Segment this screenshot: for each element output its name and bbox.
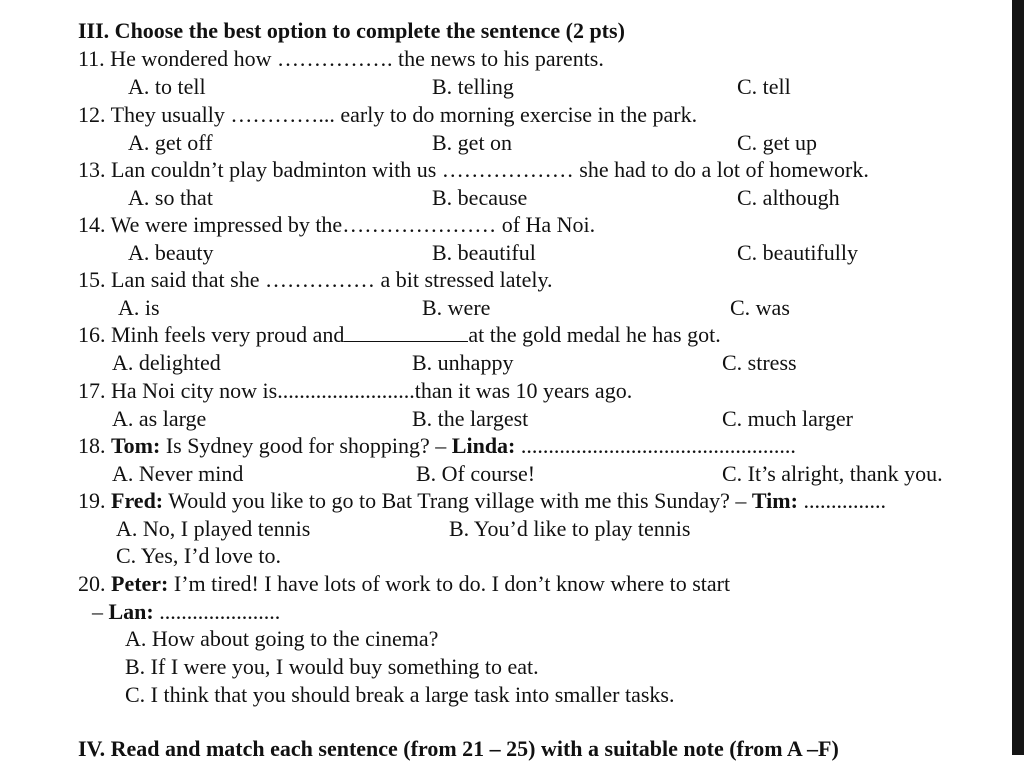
q12-option-a: A. get off xyxy=(128,130,213,155)
question-19 xyxy=(78,488,886,514)
q19-speech-1: Would you like to go to Bat Trang village with me this Sunday? – xyxy=(163,488,752,513)
q14-option-c: C. beautifully xyxy=(737,240,858,265)
q13-option-c: C. although xyxy=(737,185,840,210)
q12-option-b: B. get on xyxy=(432,130,513,155)
q18-speaker-1: Tom: xyxy=(111,433,161,458)
q19-option-a: A. No, I played tennis xyxy=(116,516,311,541)
question-15: 15. Lan said that she …………… a bit stressed lately. xyxy=(78,267,553,292)
q20-reply xyxy=(92,599,280,625)
q13-option-a: A. so that xyxy=(128,185,213,210)
question-20 xyxy=(78,571,730,597)
q20-answer-dots: ...................... xyxy=(153,599,281,624)
q15-option-b: B. were xyxy=(422,295,491,320)
q18-option-c: C. It’s alright, thank you. xyxy=(722,461,943,486)
q19-speaker-1: Fred: xyxy=(111,488,164,513)
q17-option-b: B. the largest xyxy=(412,406,529,431)
q18-number: 18. xyxy=(78,433,111,458)
q11-option-c: C. tell xyxy=(737,74,791,99)
q16-prompt-start: 16. Minh feels very proud and xyxy=(78,322,345,347)
q18-answer-dots: .................................................. xyxy=(515,433,796,458)
q20-number: 20. xyxy=(78,571,111,596)
q15-option-a: A. is xyxy=(118,295,160,320)
q20-speaker-1: Peter: xyxy=(111,571,169,596)
q14-option-a: A. beauty xyxy=(128,240,214,265)
q11-option-a: A. to tell xyxy=(128,74,206,99)
q11-option-b: B. telling xyxy=(432,74,514,99)
q16-prompt-end: at the gold medal he has got. xyxy=(468,322,721,347)
q19-speaker-2: Tim: xyxy=(751,488,798,513)
q16-answer-blank xyxy=(344,323,468,342)
q16-option-a: A. delighted xyxy=(112,350,221,375)
page-edge-shadow xyxy=(1012,0,1024,755)
q20-speaker-2: Lan: xyxy=(108,599,154,624)
q19-option-c: C. Yes, I’d love to. xyxy=(116,543,282,568)
q19-answer-dots: ............... xyxy=(797,488,886,513)
q20-option-b: B. If I were you, I would buy something to eat. xyxy=(125,654,539,679)
question-14: 14. We were impressed by the………………… of Ha Noi. xyxy=(78,212,596,237)
question-11: 11. He wondered how ……………. the news to his parents. xyxy=(78,46,604,71)
question-17: 17. Ha Noi city now is.........................than it was 10 years ago. xyxy=(78,378,633,403)
q16-option-b: B. unhappy xyxy=(412,350,514,375)
question-16 xyxy=(78,322,721,348)
q13-option-b: B. because xyxy=(432,185,528,210)
question-12: 12. They usually …………... early to do morning exercise in the park. xyxy=(78,102,698,127)
question-18 xyxy=(78,433,796,459)
q19-option-b: B. You’d like to play tennis xyxy=(449,516,691,541)
section-4-title: IV. Read and match each sentence (from 21 – 25) with a suitable note (from A –F) xyxy=(78,736,839,761)
q12-option-c: C. get up xyxy=(737,130,818,155)
q18-speech-1: Is Sydney good for shopping? – xyxy=(160,433,452,458)
q15-option-c: C. was xyxy=(730,295,790,320)
q16-option-c: C. stress xyxy=(722,350,797,375)
q17-option-a: A. as large xyxy=(112,406,207,431)
q18-option-a: A. Never mind xyxy=(112,461,244,486)
q20-dash: – xyxy=(92,599,109,624)
q14-option-b: B. beautiful xyxy=(432,240,536,265)
section-3-title: III. Choose the best option to complete the sentence (2 pts) xyxy=(78,18,625,43)
q18-option-b: B. Of course! xyxy=(416,461,536,486)
q20-option-a: A. How about going to the cinema? xyxy=(125,626,439,651)
q20-option-c: C. I think that you should break a large task into smaller tasks. xyxy=(125,682,675,707)
q18-speaker-2: Linda: xyxy=(451,433,516,458)
q20-speech-1: I’m tired! I have lots of work to do. I don’t know where to start xyxy=(168,571,731,596)
q17-option-c: C. much larger xyxy=(722,406,853,431)
question-13: 13. Lan couldn’t play badminton with us ……………… she had to do a lot of homework. xyxy=(78,157,869,182)
q19-number: 19. xyxy=(78,488,111,513)
